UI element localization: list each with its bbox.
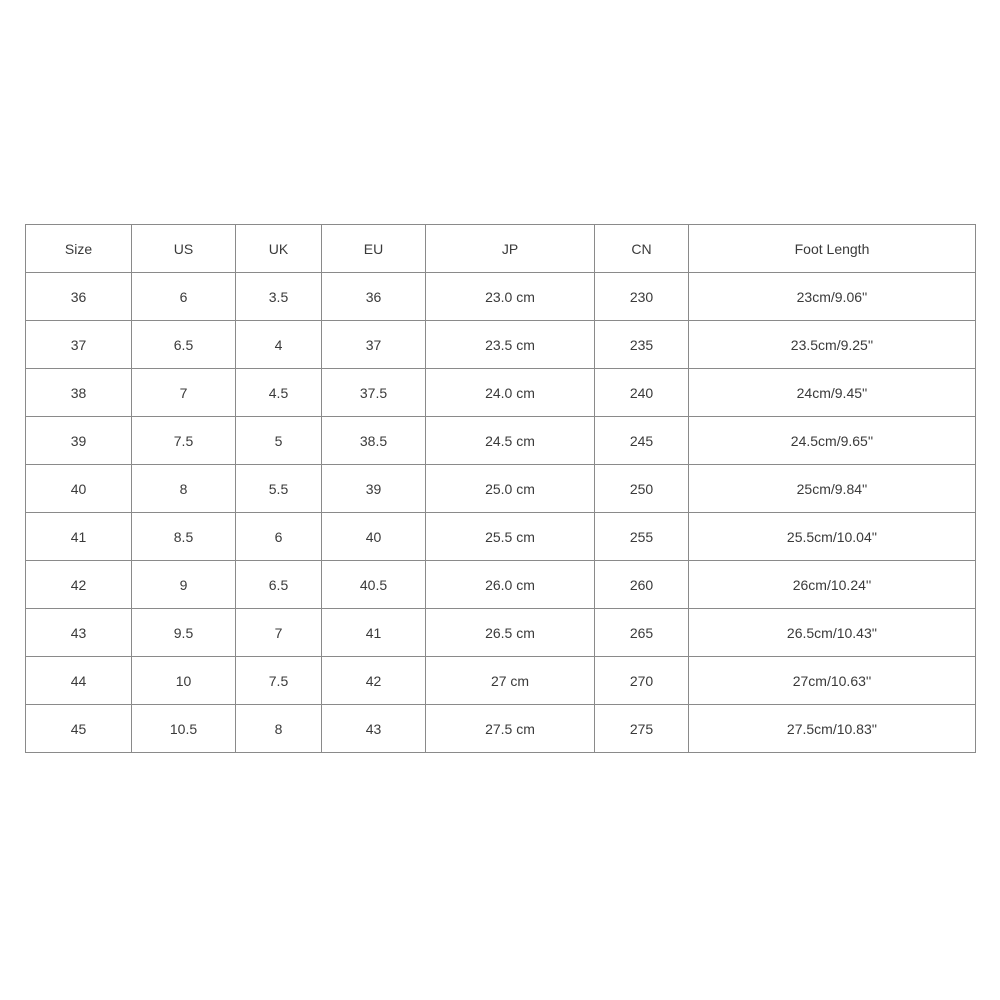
cell-cn: 260 — [595, 561, 689, 609]
cell-uk: 7.5 — [236, 657, 322, 705]
cell-foot-length: 26.5cm/10.43'' — [689, 609, 976, 657]
size-chart-table — [25, 224, 976, 753]
header-jp: JP — [426, 225, 595, 273]
cell-foot-length: 23cm/9.06'' — [689, 273, 976, 321]
cell-cn: 250 — [595, 465, 689, 513]
cell-uk: 3.5 — [236, 273, 322, 321]
cell-eu: 43 — [322, 705, 426, 753]
table-row — [26, 609, 976, 657]
cell-size: 39 — [26, 417, 132, 465]
cell-uk: 5 — [236, 417, 322, 465]
cell-eu: 42 — [322, 657, 426, 705]
cell-foot-length: 26cm/10.24'' — [689, 561, 976, 609]
cell-size: 36 — [26, 273, 132, 321]
cell-jp: 23.0 cm — [426, 273, 595, 321]
cell-cn: 240 — [595, 369, 689, 417]
cell-uk: 4 — [236, 321, 322, 369]
cell-foot-length: 27.5cm/10.83'' — [689, 705, 976, 753]
table-row — [26, 321, 976, 369]
cell-size: 45 — [26, 705, 132, 753]
cell-uk: 6 — [236, 513, 322, 561]
cell-us: 6.5 — [132, 321, 236, 369]
cell-eu: 37.5 — [322, 369, 426, 417]
cell-cn: 255 — [595, 513, 689, 561]
cell-size: 38 — [26, 369, 132, 417]
header-cn: CN — [595, 225, 689, 273]
cell-us: 10 — [132, 657, 236, 705]
cell-uk: 6.5 — [236, 561, 322, 609]
cell-us: 7.5 — [132, 417, 236, 465]
cell-foot-length: 25cm/9.84'' — [689, 465, 976, 513]
cell-eu: 38.5 — [322, 417, 426, 465]
cell-us: 6 — [132, 273, 236, 321]
cell-eu: 40.5 — [322, 561, 426, 609]
cell-jp: 27.5 cm — [426, 705, 595, 753]
cell-jp: 23.5 cm — [426, 321, 595, 369]
cell-eu: 39 — [322, 465, 426, 513]
header-eu: EU — [322, 225, 426, 273]
cell-uk: 8 — [236, 705, 322, 753]
cell-foot-length: 24cm/9.45'' — [689, 369, 976, 417]
cell-eu: 36 — [322, 273, 426, 321]
cell-size: 44 — [26, 657, 132, 705]
header-uk: UK — [236, 225, 322, 273]
cell-size: 43 — [26, 609, 132, 657]
cell-us: 9.5 — [132, 609, 236, 657]
cell-cn: 245 — [595, 417, 689, 465]
table-row — [26, 513, 976, 561]
cell-size: 42 — [26, 561, 132, 609]
cell-uk: 4.5 — [236, 369, 322, 417]
cell-uk: 7 — [236, 609, 322, 657]
table-header-row — [26, 225, 976, 273]
cell-jp: 27 cm — [426, 657, 595, 705]
header-foot-length: Foot Length — [689, 225, 976, 273]
table-row — [26, 369, 976, 417]
cell-jp: 26.0 cm — [426, 561, 595, 609]
cell-uk: 5.5 — [236, 465, 322, 513]
table-row — [26, 273, 976, 321]
cell-jp: 24.0 cm — [426, 369, 595, 417]
cell-cn: 265 — [595, 609, 689, 657]
cell-eu: 41 — [322, 609, 426, 657]
cell-eu: 40 — [322, 513, 426, 561]
cell-us: 7 — [132, 369, 236, 417]
cell-size: 37 — [26, 321, 132, 369]
cell-jp: 24.5 cm — [426, 417, 595, 465]
cell-us: 10.5 — [132, 705, 236, 753]
cell-eu: 37 — [322, 321, 426, 369]
cell-jp: 25.0 cm — [426, 465, 595, 513]
cell-cn: 270 — [595, 657, 689, 705]
cell-us: 8 — [132, 465, 236, 513]
cell-us: 9 — [132, 561, 236, 609]
cell-size: 40 — [26, 465, 132, 513]
cell-cn: 275 — [595, 705, 689, 753]
cell-foot-length: 27cm/10.63'' — [689, 657, 976, 705]
table-row — [26, 465, 976, 513]
cell-foot-length: 24.5cm/9.65'' — [689, 417, 976, 465]
table-row — [26, 657, 976, 705]
cell-foot-length: 23.5cm/9.25'' — [689, 321, 976, 369]
table-row — [26, 561, 976, 609]
cell-jp: 26.5 cm — [426, 609, 595, 657]
cell-jp: 25.5 cm — [426, 513, 595, 561]
table-row — [26, 705, 976, 753]
cell-us: 8.5 — [132, 513, 236, 561]
header-us: US — [132, 225, 236, 273]
cell-size: 41 — [26, 513, 132, 561]
cell-cn: 235 — [595, 321, 689, 369]
header-size: Size — [26, 225, 132, 273]
cell-cn: 230 — [595, 273, 689, 321]
cell-foot-length: 25.5cm/10.04'' — [689, 513, 976, 561]
table-row — [26, 417, 976, 465]
